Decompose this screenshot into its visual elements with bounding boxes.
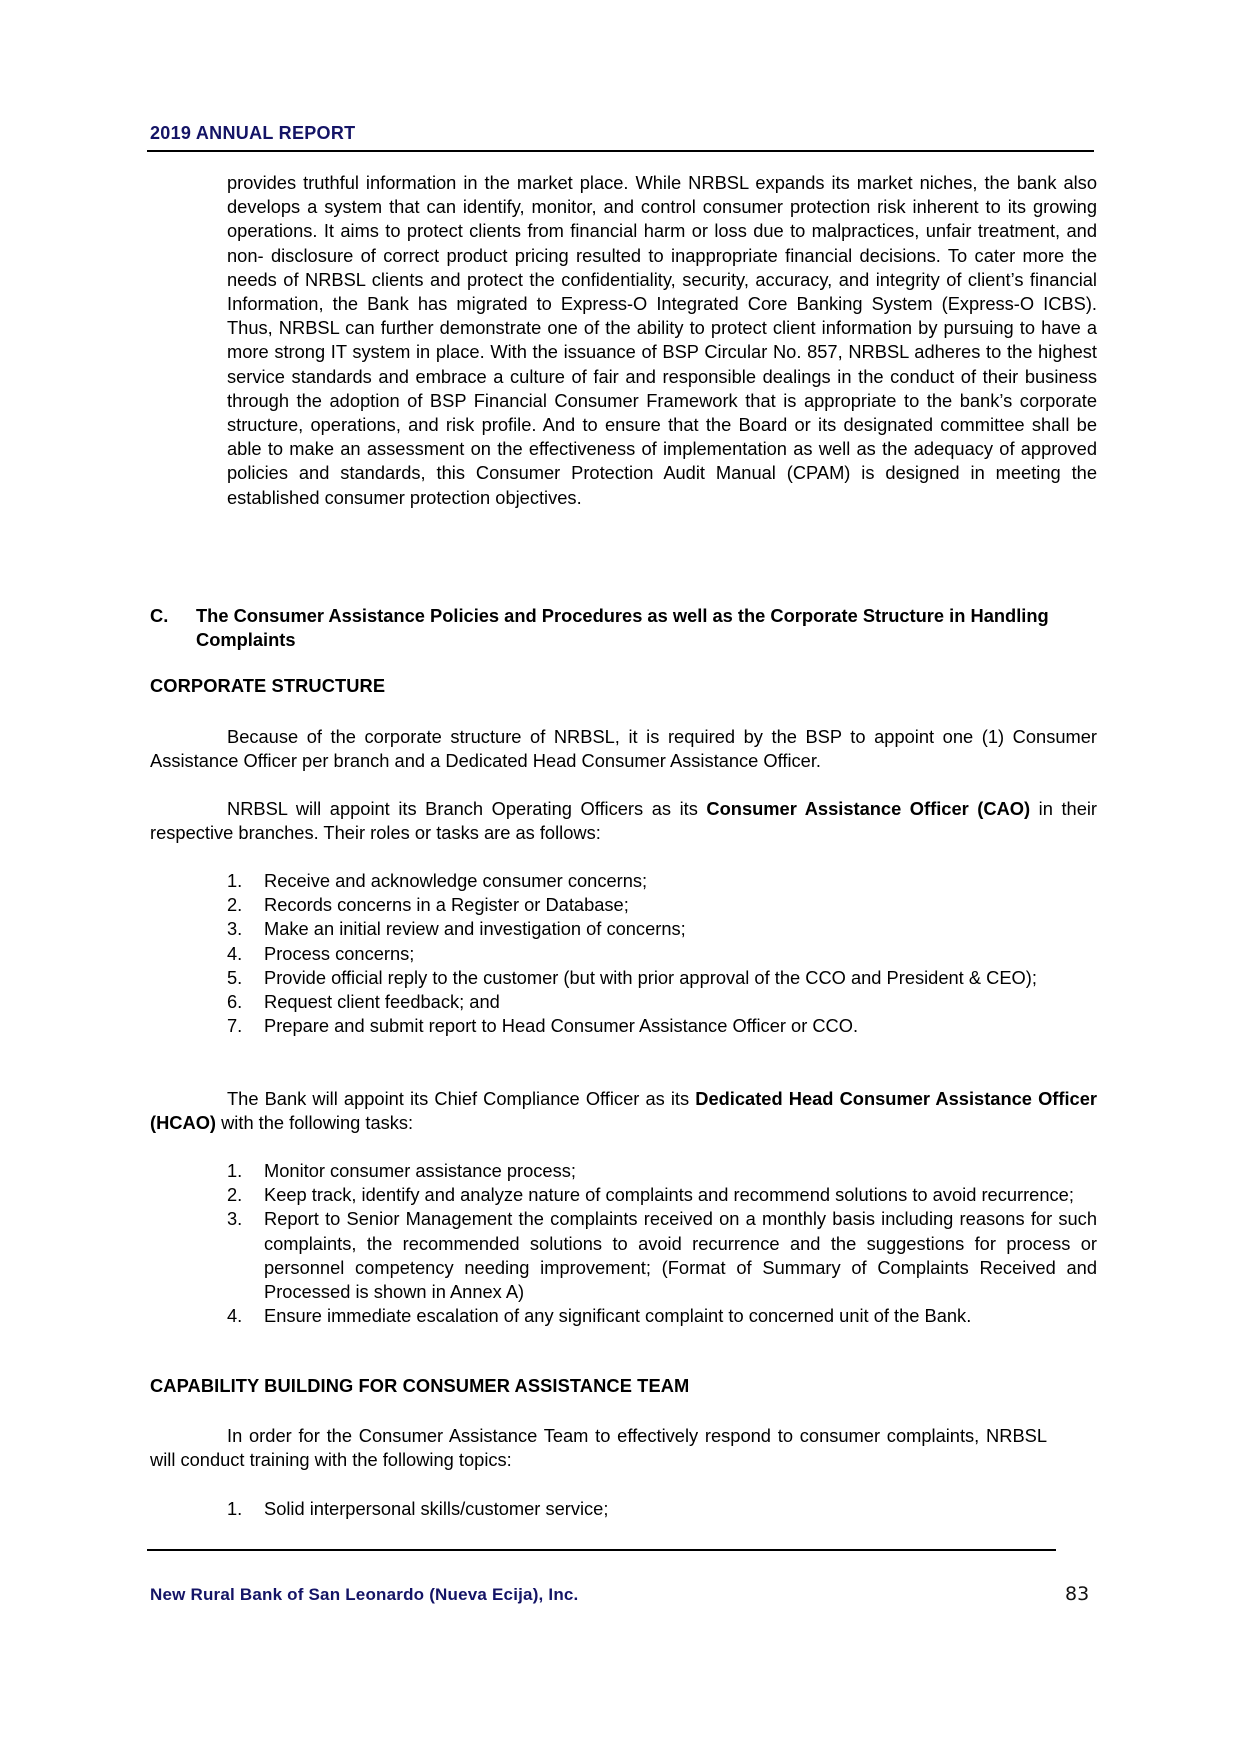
list-number: 1. [227,1498,243,1519]
list-text: Provide official reply to the customer (but with prior approval of the CCO and President & CEO); [264,966,1037,988]
training-topics-list [227,1497,1097,1521]
list-number: 5. [227,966,243,988]
list-item [227,990,1097,1014]
report-header-title: 2019 ANNUAL REPORT [150,123,356,143]
list-item [227,917,1097,941]
page-number: 83 [1065,1583,1090,1605]
paragraph-text: NRBSL will appoint its Branch Operating Officers as its [227,798,707,819]
section-c-heading [150,604,1097,652]
list-number: 3. [227,918,243,940]
list-item [227,966,1097,990]
list-text: Request client feedback; and [264,991,500,1013]
paragraph-text: In order for the Consumer Assistance Team to effectively respond to consumer complaints, NRBSL will conduct training with the following topics: [150,1425,1047,1471]
list-text: Records concerns in a Register or Database; [264,894,629,916]
paragraph-text: with the following tasks: [216,1112,414,1134]
list-text: Ensure immediate escalation of any significant complaint to concerned unit of the Bank. [264,1305,972,1327]
list-item [227,1207,1097,1304]
list-number: 2. [227,894,243,916]
list-text: Keep track, identify and analyze nature of complaints and recommend solutions to avoid recurrence; [264,1184,1074,1206]
list-item [227,1183,1097,1207]
list-text: Make an initial review and investigation of concerns; [264,918,686,940]
list-text: Solid interpersonal skills/customer service; [264,1498,609,1519]
list-number: 1. [227,1160,243,1181]
intro-paragraph [227,171,1097,510]
paragraph-text: The Bank will appoint its Chief Compliance Officer as its [227,1088,696,1109]
cao-appointment-paragraph [150,797,1097,845]
corporate-structure-paragraph-1 [150,725,1097,773]
list-number: 4. [227,1305,243,1327]
section-title: The Consumer Assistance Policies and Procedures as well as the Corporate Structure in Handling Complaints [196,605,1049,651]
list-item [227,893,1097,917]
list-text: Prepare and submit report to Head Consumer Assistance Officer or CCO. [264,1015,859,1037]
list-item [227,942,1097,966]
footer-organization-name: New Rural Bank of San Leonardo (Nueva Ecija), Inc. [150,1585,579,1604]
paragraph-text: in their respective branches. Their roles or tasks are as follows: [150,798,1098,844]
list-number: 1. [227,870,243,891]
header-divider [147,150,1094,152]
list-number: 3. [227,1208,243,1230]
list-text: Receive and acknowledge consumer concerns; [264,870,648,891]
section-letter: C. [150,605,169,626]
list-item [227,1304,1097,1328]
list-number: 2. [227,1184,243,1206]
list-item [227,1014,1097,1038]
hcao-role-title: Dedicated Head Consumer Assistance Officer (HCAO) [150,1088,1097,1134]
list-text: Report to Senior Management the complaints received on a monthly basis including reasons for such complaints, the recommended solutions to avoid recurrence and the suggestions for process or personnel competency needing improvement; (Format of Summary of Complaints Received and Processed is shown in Annex A) [264,1208,1097,1303]
list-number: 4. [227,942,243,964]
cao-tasks-list [227,869,1097,1038]
hcao-tasks-list [227,1159,1097,1328]
cao-role-title: Consumer Assistance Officer (CAO) [706,798,1031,819]
list-number: 7. [227,1015,243,1037]
hcao-appointment-paragraph [150,1087,1097,1135]
list-text: Monitor consumer assistance process; [264,1160,576,1181]
intro-paragraph-text: provides truthful information in the market place. While NRBSL expands its market niches, the bank also develops a system that can identify, monitor, and control consumer protection risk inherent to its growing operations. It aims to protect clients from financial harm or loss due to malpractices, unfair treatment, and non- disclosure of correct product pricing resulted to inappropriate financial decisions. To cater more the needs of NRBSL clients and protect the confidentiality, security, accuracy, and integrity of client’s financial Information, the Bank has migrated to Express-O Integrated Core Banking System (Express-O ICBS). Thus, NRBSL can further demonstrate one of the ability to protect client information by pursuing to have a more strong IT system in place. With the issuance of BSP Circular No. 857, NRBSL adheres to the highest service standards and embrace a culture of fair and responsible dealings in the conduct of their business through the adoption of BSP Financial Consumer Framework that is appropriate to the bank’s corporate structure, operations, and risk profile. And to ensure that the Board or its designated committee shall be able to make an assessment on the effectiveness of implementation as well as the adequacy of approved policies and standards, this Consumer Protection Audit Manual (CPAM) is designed in meeting the established consumer protection objectives. [227,172,1097,508]
list-number: 6. [227,991,243,1013]
corporate-structure-heading: CORPORATE STRUCTURE [150,675,386,696]
footer-divider [147,1549,1056,1551]
capability-building-paragraph [150,1424,1047,1472]
list-item [227,1159,1097,1183]
list-text: Process concerns; [264,942,415,964]
capability-building-heading: CAPABILITY BUILDING FOR CONSUMER ASSISTANCE TEAM [150,1375,690,1396]
list-item [227,1497,1097,1521]
list-item [227,869,1097,893]
paragraph-text: Because of the corporate structure of NRBSL, it is required by the BSP to appoint one (1) Consumer Assistance Officer per branch and a Dedicated Head Consumer Assistance Officer. [150,726,1097,772]
